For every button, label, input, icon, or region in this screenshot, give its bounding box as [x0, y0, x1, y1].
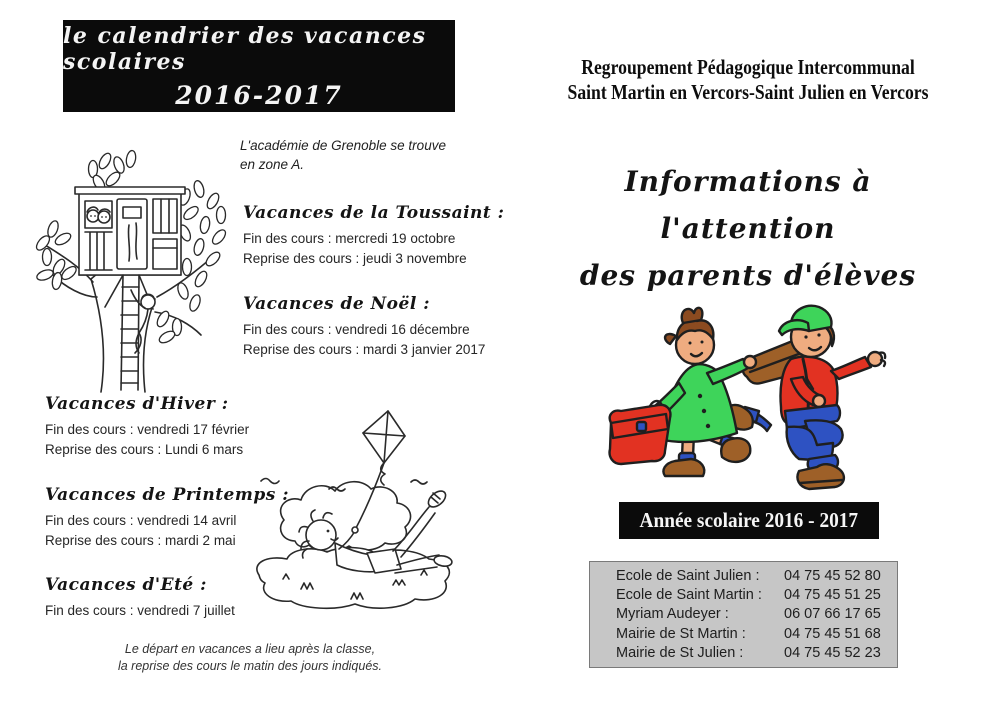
vacation-section-noel [243, 294, 485, 360]
footer-note-line1: Le départ en vacances a lieu après la classe, [124, 642, 376, 656]
contact-row [590, 625, 897, 644]
treehouse-illustration [33, 147, 229, 393]
footer-note-line2: la reprise des cours le matin des jours indiqués. [117, 659, 383, 673]
section-line: Reprise des cours : mardi 3 janvier 2017 [243, 342, 486, 357]
contact-phone: 04 75 45 51 68 [784, 625, 881, 642]
contact-row [590, 586, 897, 605]
section-line: Fin des cours : mercredi 19 octobre [243, 231, 456, 246]
vacation-section-hiver [45, 394, 249, 460]
contact-label: Mairie de St Martin : [616, 625, 746, 642]
calendar-title-line1: le calendrier des vacances scolaires [63, 22, 427, 75]
section-line: Fin des cours : vendredi 14 avril [45, 513, 237, 528]
section-line: Fin des cours : vendredi 7 juillet [45, 603, 235, 618]
vacation-section-ete [45, 575, 235, 621]
section-line: Reprise des cours : mardi 2 mai [45, 533, 236, 548]
contact-label: Mairie de St Julien : [616, 644, 744, 661]
footer-note [95, 641, 405, 675]
rpi-header [563, 55, 933, 105]
contact-label: Ecole de Saint Julien : [616, 568, 760, 584]
section-title: Vacances d'Eté : [45, 575, 207, 595]
section-line: Reprise des cours : Lundi 6 mars [45, 442, 244, 457]
zone-note: L'académie de Grenoble se trouve en zone A. [240, 138, 446, 172]
section-title: Vacances de Printemps : [45, 485, 290, 505]
kite-illustration [243, 403, 461, 615]
contact-row [590, 567, 897, 586]
section-title: Vacances d'Hiver : [45, 394, 229, 414]
contact-row [590, 644, 897, 663]
rpi-header-line2: Saint Martin en Vercors-Saint Julien en Vercors [567, 80, 929, 104]
contact-box [589, 561, 898, 668]
section-title: Vacances de Noël : [243, 294, 430, 314]
year-banner [619, 502, 879, 539]
calendar-title-banner [63, 20, 455, 112]
contact-phone: 06 07 66 17 65 [784, 606, 881, 623]
rpi-header-line1: Regroupement Pédagogique Intercommunal [581, 55, 915, 79]
contact-phone: 04 75 45 51 25 [784, 587, 881, 604]
parents-info-heading [548, 158, 948, 299]
year-banner-text: Année scolaire 2016 - 2017 [639, 508, 859, 532]
contact-label: Myriam Audeyer : [616, 606, 729, 623]
contact-row [590, 605, 897, 624]
section-line: Fin des cours : vendredi 17 février [45, 422, 250, 437]
section-line: Fin des cours : vendredi 16 décembre [243, 322, 470, 337]
children-running-illustration [595, 283, 887, 495]
contact-phone: 04 75 45 52 80 [784, 568, 881, 584]
section-title: Vacances de la Toussaint : [243, 203, 505, 223]
section-line: Reprise des cours : jeudi 3 novembre [243, 251, 467, 266]
contact-phone: 04 75 45 52 23 [784, 644, 881, 661]
parents-info-line2: des parents d'élèves [579, 259, 917, 292]
contact-label: Ecole de Saint Martin : [616, 587, 762, 604]
calendar-title-line2: 2016-2017 [175, 80, 343, 110]
parents-info-line1: Informations à l'attention [624, 165, 872, 245]
vacation-section-toussaint [243, 203, 504, 269]
